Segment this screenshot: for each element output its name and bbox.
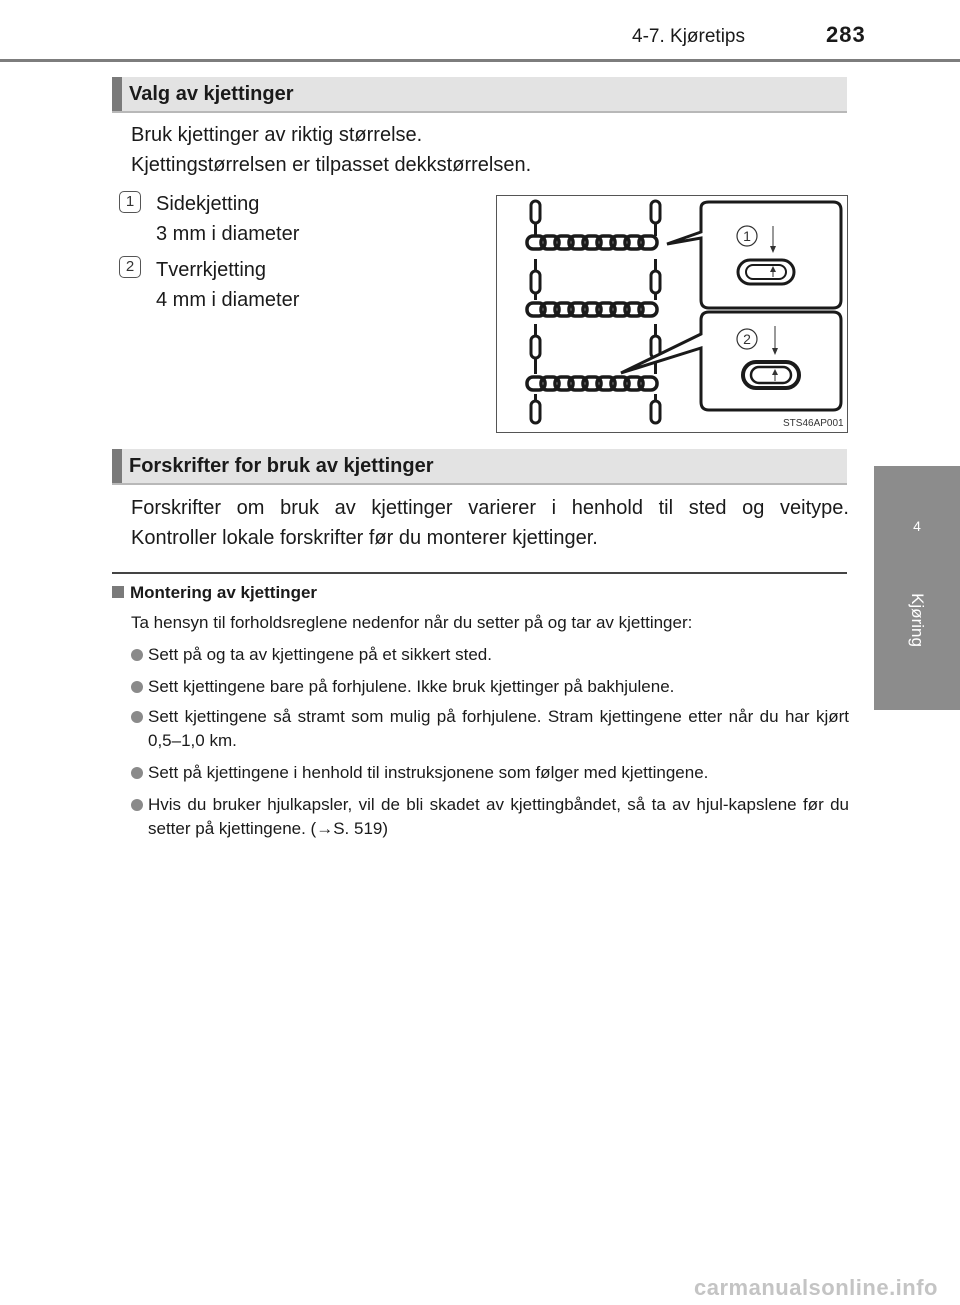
- section-title-bar-chains: [112, 77, 847, 113]
- watermark: carmanualsonline.info: [694, 1275, 938, 1300]
- bullet-dot-icon: [131, 649, 143, 661]
- chapter-tab-number: 4: [913, 518, 921, 534]
- item-1-name: Sidekjetting: [156, 193, 260, 215]
- bullet-dot-icon: [131, 799, 143, 811]
- tire-chain-figure: [496, 195, 848, 433]
- bullet-dot-icon: [131, 711, 143, 723]
- item-1-detail: 3 mm i diameter: [156, 223, 300, 245]
- list-item: Sett på og ta av kjettingene på et sikkert sted.: [131, 643, 849, 667]
- section1-line1: Bruk kjettinger av riktig størrelse.: [131, 124, 423, 146]
- header-rule: [0, 59, 960, 62]
- item-number-1: 1: [119, 191, 141, 213]
- item-2-name: Tverrkjetting: [156, 259, 267, 281]
- chapter-tab-label: Kjøring: [907, 593, 927, 647]
- list-item: Sett kjettingene så stramt som mulig på forhjulene. Stram kjettingene etter når du har kjørt 0,5–1,0 km.: [131, 705, 849, 753]
- section2-line2: Kontroller lokale forskrifter før du monterer kjettinger.: [131, 527, 598, 549]
- subsection-intro: Ta hensyn til forholdsreglene nedenfor når du setter på og tar av kjettinger:: [131, 613, 693, 632]
- section-title-bar-regulations: [112, 449, 847, 485]
- bullet-dot-icon: [131, 767, 143, 779]
- figure-code: STS46AP001: [783, 418, 844, 429]
- list-item: Hvis du bruker hjulkapsler, vil de bli skadet av kjettingbåndet, så ta av hjul-kapslene før du setter på kjettingene. (→S. 519): [131, 793, 849, 841]
- section-marker: [112, 449, 122, 483]
- figure-callout-2: 2: [743, 331, 751, 347]
- list-item: Sett på kjettingene i henhold til instruksjonene som følger med kjettingene.: [131, 761, 849, 785]
- item-number-2: 2: [119, 256, 141, 278]
- page-number: 283: [826, 22, 866, 47]
- section2-line1: Forskrifter om bruk av kjettinger varierer i henhold til sted og veitype.: [131, 497, 849, 519]
- figure-callout-1: 1: [743, 228, 751, 244]
- running-header-section: 4-7. Kjøretips: [632, 26, 745, 47]
- section1-line2: Kjettingstørrelsen er tilpasset dekkstørrelsen.: [131, 154, 532, 176]
- bullet-dot-icon: [131, 681, 143, 693]
- square-bullet-icon: [112, 586, 124, 598]
- list-item: Sett kjettingene bare på forhjulene. Ikke bruk kjettinger på bakhjulene.: [131, 675, 849, 699]
- item-2-detail: 4 mm i diameter: [156, 289, 300, 311]
- section-title: Valg av kjettinger: [129, 83, 294, 105]
- section-title: Forskrifter for bruk av kjettinger: [129, 455, 434, 477]
- subsection-heading: Montering av kjettinger: [112, 583, 317, 603]
- tire-chain-illustration: [497, 196, 847, 432]
- section-marker: [112, 77, 122, 111]
- section-divider: [112, 572, 847, 574]
